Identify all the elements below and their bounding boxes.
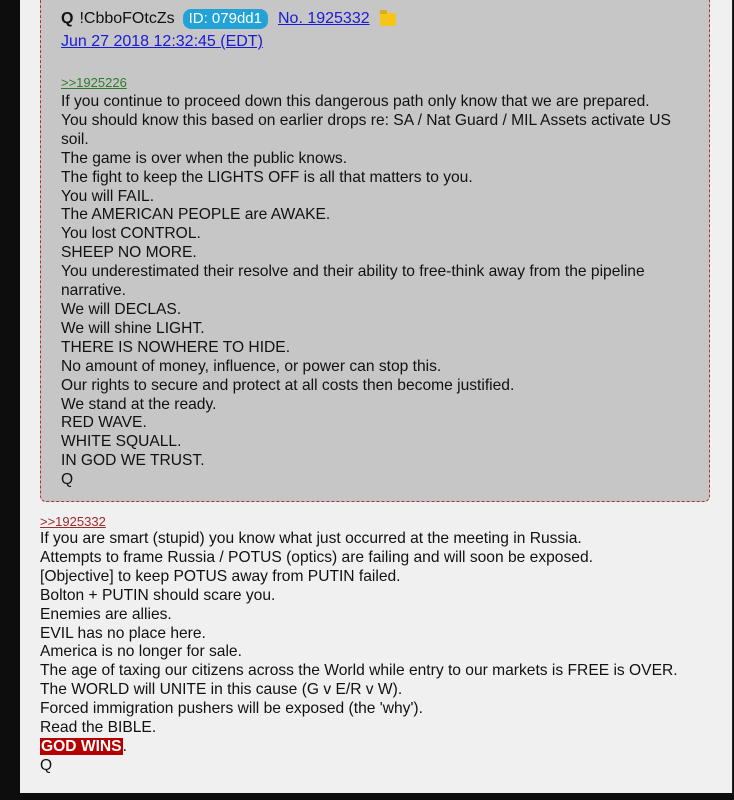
reply-link[interactable]: >>1925332 <box>40 514 106 529</box>
post-line: The age of taxing our citizens across the World while entry to our markets is FREE is OVER. <box>40 662 678 680</box>
post-number-link[interactable]: No. 1925332 <box>277 10 370 27</box>
post-line: RED WAVE. <box>61 414 147 432</box>
post-line: The game is over when the public knows. <box>61 149 348 167</box>
poster-id-badge[interactable]: ID: 079dd1 <box>183 9 268 29</box>
post-line: Forced immigration pushers will be exposed (the 'why'). <box>40 700 423 718</box>
highlight-suffix: . <box>122 737 127 755</box>
post-line: Q <box>61 471 74 489</box>
post-line: If you are smart (stupid) you know what just occurred at the meeting in Russia. <box>40 530 582 547</box>
post-line: Read the BIBLE. <box>40 719 157 737</box>
post-line: IN GOD WE TRUST. <box>61 452 205 470</box>
post-line: [Objective] to keep POTUS away from PUTIN failed. <box>40 567 401 585</box>
post-signature: Q <box>40 756 53 774</box>
post-body <box>40 530 720 738</box>
post-line: You underestimated their resolve and their ability to free-think away from the pipeline narrative. <box>61 263 645 300</box>
post-line: THERE IS NOWHERE TO HIDE. <box>61 338 291 356</box>
post-line: No amount of money, influence, or power can stop this. <box>61 357 442 375</box>
poster-name: Q <box>61 10 74 27</box>
post-line: The WORLD will UNITE in this cause (G v E/R v W). <box>40 681 403 699</box>
post-line: If you continue to proceed down this dangerous path only know that we are prepared. <box>61 93 650 110</box>
post-line: SHEEP NO MORE. <box>61 244 197 262</box>
post-line: We stand at the ready. <box>61 395 217 413</box>
post-line: America is no longer for sale. <box>40 643 242 661</box>
post-body <box>61 93 691 490</box>
post-line: Enemies are allies. <box>40 605 172 623</box>
post-line: We will shine LIGHT. <box>61 319 205 337</box>
post-line: We will DECLAS. <box>61 300 182 318</box>
thread-frame <box>20 0 733 793</box>
post-line: Our rights to secure and protect at all costs then become justified. <box>61 376 515 394</box>
highlight-text: GOD WINS <box>41 737 122 755</box>
post-line: You should know this based on earlier drops re: SA / Nat Guard / MIL Assets activate US soil. <box>61 111 671 148</box>
post-line: Attempts to frame Russia / POTUS (optics) are failing and will soon be exposed. <box>40 548 593 566</box>
quoted-post <box>40 0 710 502</box>
tripcode: !CbboFOtcZs <box>79 10 175 27</box>
post-line <box>40 738 720 757</box>
reply-link[interactable]: >>1925226 <box>61 75 127 90</box>
post-line: The fight to keep the LIGHTS OFF is all that matters to you. <box>61 168 473 186</box>
post-line: EVIL has no place here. <box>40 624 206 642</box>
post-line: You will FAIL. <box>61 187 155 205</box>
main-post <box>40 514 720 776</box>
post-header <box>61 7 709 31</box>
post-line: WHITE SQUALL. <box>61 433 182 451</box>
post-line: You lost CONTROL. <box>61 225 201 243</box>
folder-icon[interactable] <box>380 13 396 26</box>
post-line: The AMERICAN PEOPLE are AWAKE. <box>61 206 331 224</box>
post-line: Bolton + PUTIN should scare you. <box>40 586 276 604</box>
post-timestamp-link[interactable]: Jun 27 2018 12:32:45 (EDT) <box>61 33 263 50</box>
